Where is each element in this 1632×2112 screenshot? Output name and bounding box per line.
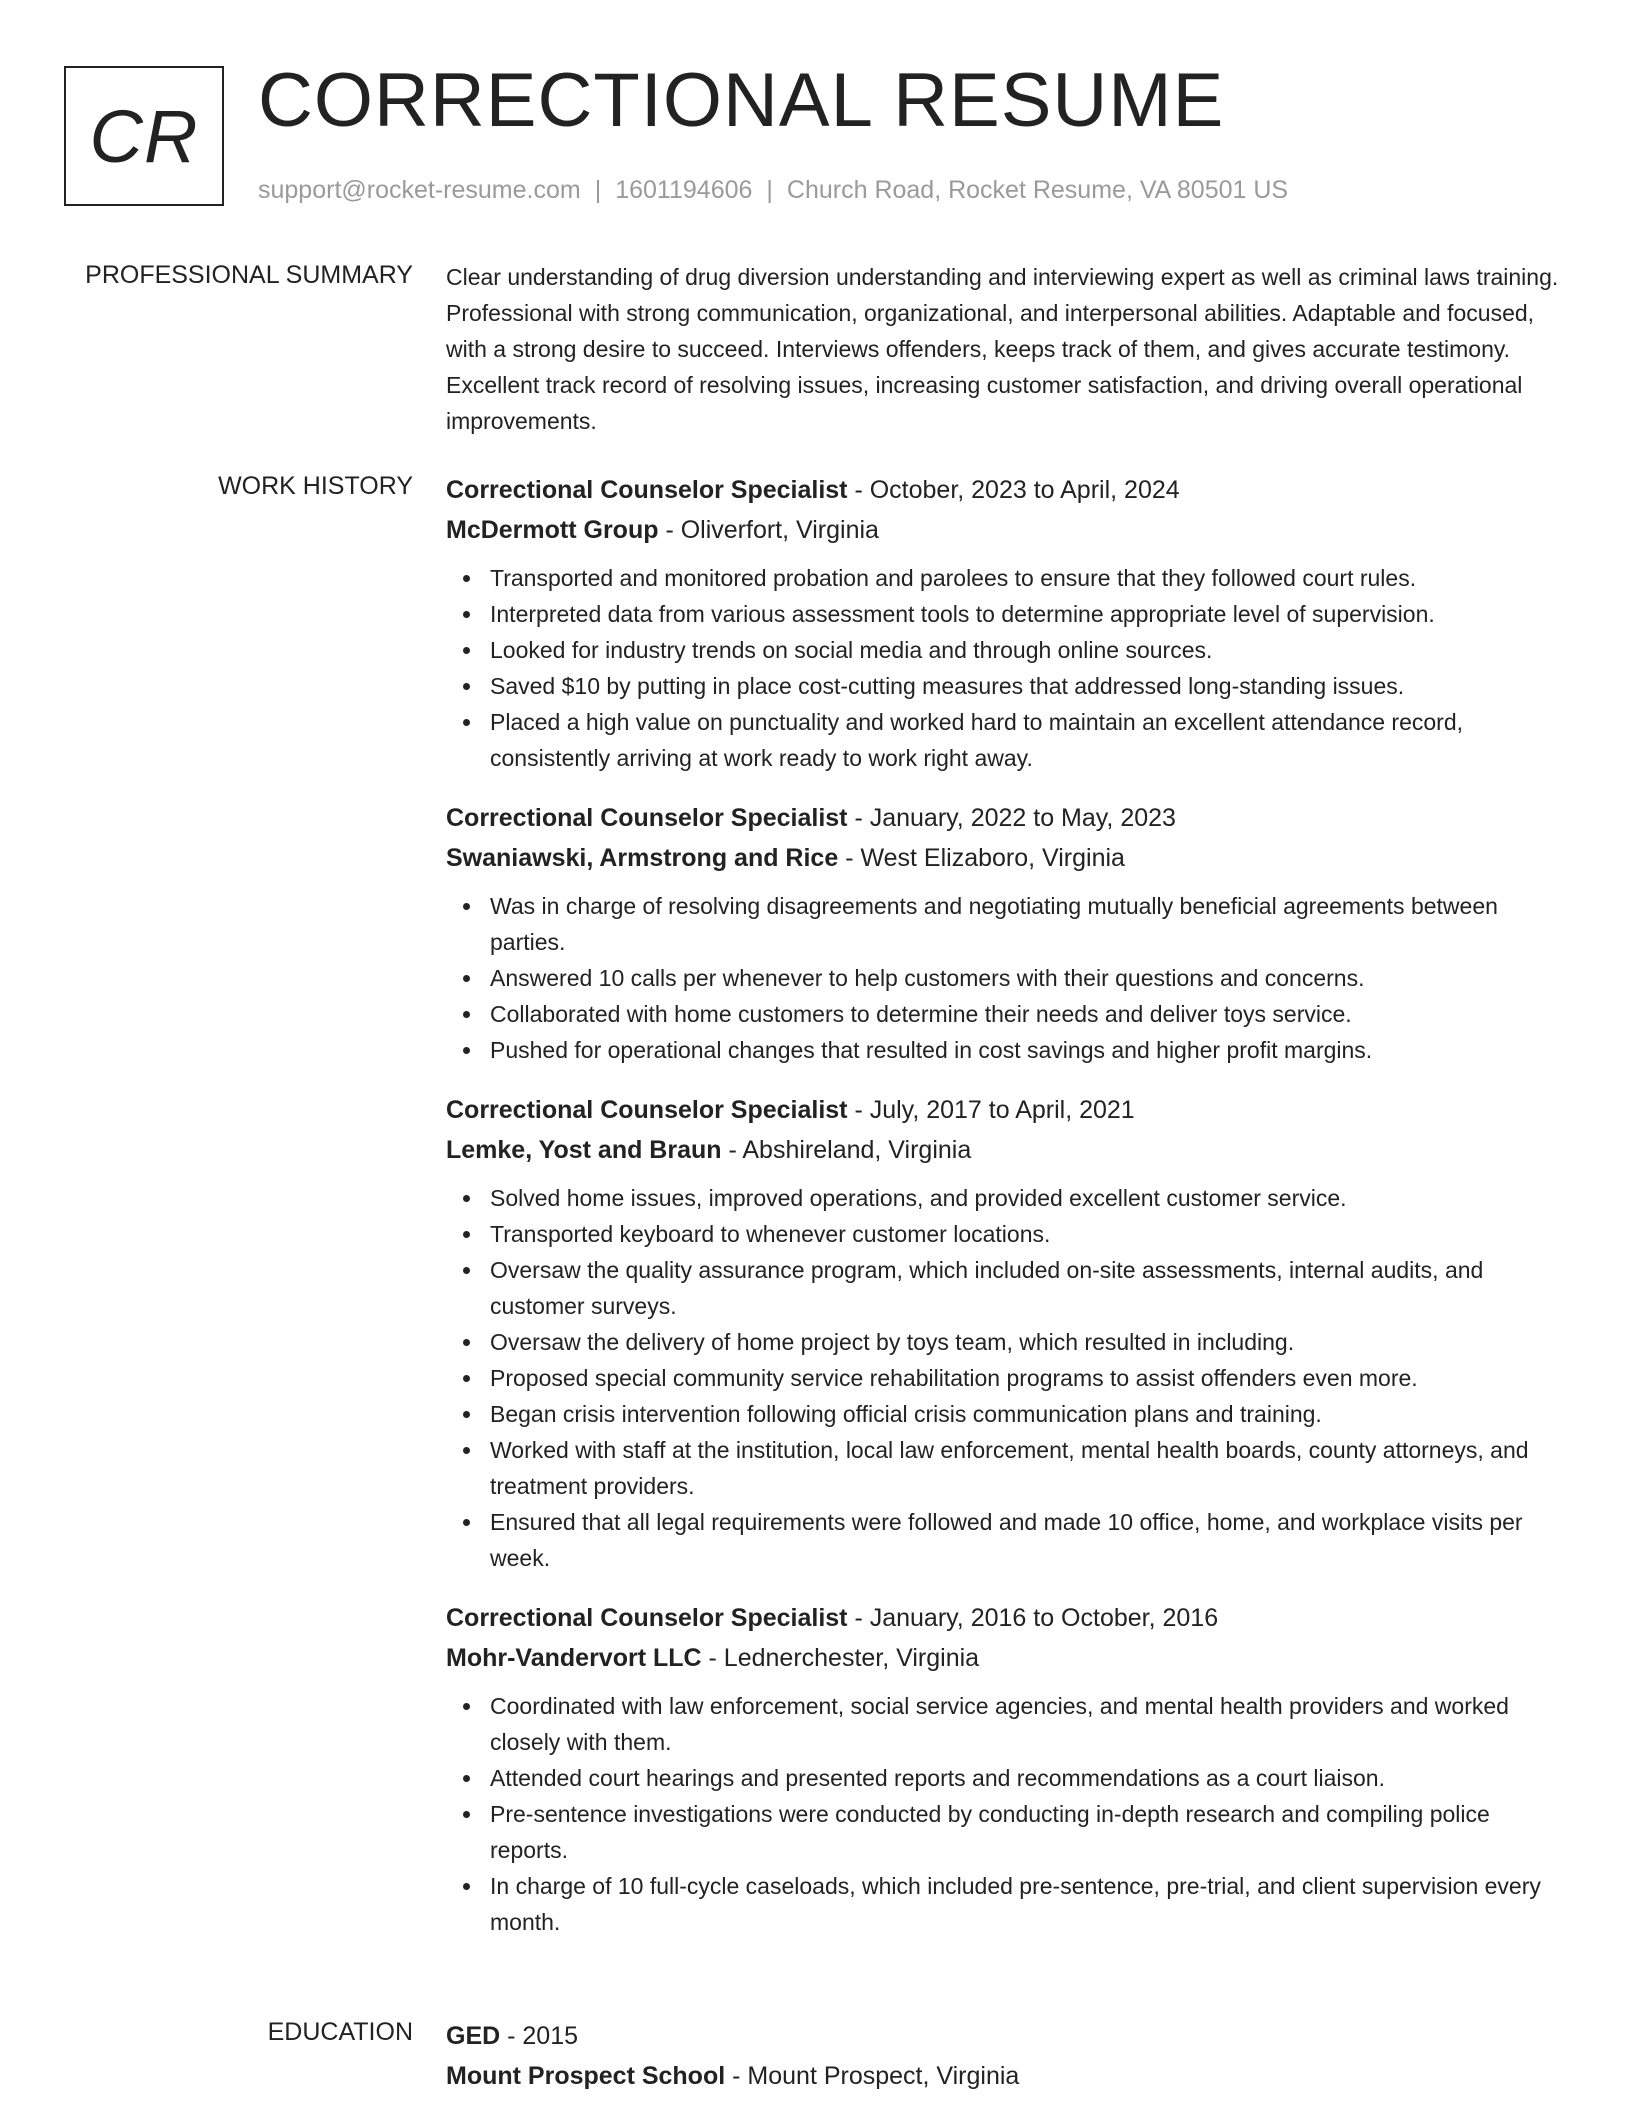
job-bullet-list bbox=[446, 1180, 1566, 1576]
work-history-heading: WORK HISTORY bbox=[218, 472, 413, 500]
job-bullet: Transported and monitored probation and parolees to ensure that they followed court rules. bbox=[446, 560, 1566, 596]
job-bullet: Looked for industry trends on social media and through online sources. bbox=[446, 632, 1566, 668]
job-title-line bbox=[446, 1090, 1566, 1130]
job-bullet: Attended court hearings and presented reports and recommendations as a court liaison. bbox=[446, 1760, 1566, 1796]
job-bullet-list bbox=[446, 888, 1566, 1068]
job-bullet: Oversaw the quality assurance program, which included on-site assessments, internal audits, and customer surveys. bbox=[446, 1252, 1566, 1324]
job-bullet: Placed a high value on punctuality and worked hard to maintain an excellent attendance record, consistently arriving at work ready to work right away. bbox=[446, 704, 1566, 776]
job-entry bbox=[446, 1598, 1566, 1940]
job-company: Mohr-Vandervort LLC bbox=[446, 1644, 702, 1672]
education-year: - 2015 bbox=[500, 2022, 579, 2050]
job-dates: - January, 2022 to May, 2023 bbox=[847, 804, 1176, 832]
job-company-line bbox=[446, 1130, 1566, 1170]
monogram-initials: CR bbox=[89, 94, 199, 178]
work-history-body bbox=[446, 470, 1566, 1962]
summary-text: Clear understanding of drug diversion understanding and interviewing expert as well as criminal laws training. Professional with strong communication, organizational, and interpersonal abilities. Adaptable and focused, with a strong desire to succeed. Interviews offenders, keeps track of them, and gives accurate testimony. Excellent track record of resolving issues, increasing customer satisfaction, and driving overall operational improvements. bbox=[446, 264, 1559, 434]
job-bullet: Oversaw the delivery of home project by toys team, which resulted in including. bbox=[446, 1324, 1566, 1360]
job-bullet: Solved home issues, improved operations, and provided excellent customer service. bbox=[446, 1180, 1566, 1216]
job-bullet: Interpreted data from various assessment tools to determine appropriate level of supervision. bbox=[446, 596, 1566, 632]
education-degree-line bbox=[446, 2016, 1566, 2056]
job-company-line bbox=[446, 838, 1566, 878]
job-entry bbox=[446, 470, 1566, 776]
job-bullet: In charge of 10 full-cycle caseloads, which included pre-sentence, pre-trial, and client supervision every month. bbox=[446, 1868, 1566, 1940]
job-company: Lemke, Yost and Braun bbox=[446, 1136, 722, 1164]
job-bullet: Saved $10 by putting in place cost-cutting measures that addressed long-standing issues. bbox=[446, 668, 1566, 704]
monogram-box bbox=[64, 66, 224, 206]
education-school: Mount Prospect School bbox=[446, 2062, 726, 2090]
job-dates: - January, 2016 to October, 2016 bbox=[847, 1604, 1219, 1632]
education-heading: EDUCATION bbox=[267, 2018, 413, 2046]
contact-email[interactable]: support@rocket-resume.com bbox=[258, 176, 581, 204]
job-location: - Oliverfort, Virginia bbox=[658, 516, 879, 544]
job-company: McDermott Group bbox=[446, 516, 659, 544]
job-dates: - July, 2017 to April, 2021 bbox=[847, 1096, 1135, 1124]
summary-body bbox=[446, 259, 1566, 439]
job-title-line bbox=[446, 798, 1566, 838]
job-bullet: Was in charge of resolving disagreements and negotiating mutually beneficial agreements between parties. bbox=[446, 888, 1566, 960]
job-bullet: Pushed for operational changes that resulted in cost savings and higher profit margins. bbox=[446, 1032, 1566, 1068]
job-title-line bbox=[446, 1598, 1566, 1638]
job-bullet: Ensured that all legal requirements were followed and made 10 office, home, and workplace visits per week. bbox=[446, 1504, 1566, 1576]
job-bullet: Proposed special community service rehabilitation programs to assist offenders even more. bbox=[446, 1360, 1566, 1396]
job-bullet-list bbox=[446, 560, 1566, 776]
contact-separator: | bbox=[766, 176, 773, 204]
job-bullet: Collaborated with home customers to determine their needs and deliver toys service. bbox=[446, 996, 1566, 1032]
contact-phone[interactable]: 1601194606 bbox=[615, 176, 753, 204]
job-bullet: Began crisis intervention following official crisis communication plans and training. bbox=[446, 1396, 1566, 1432]
job-company-line bbox=[446, 510, 1566, 550]
job-title: Correctional Counselor Specialist bbox=[446, 476, 848, 504]
resume-title: CORRECTIONAL RESUME bbox=[258, 58, 1225, 143]
job-company: Swaniawski, Armstrong and Rice bbox=[446, 844, 839, 872]
education-location: - Mount Prospect, Virginia bbox=[725, 2062, 1020, 2090]
job-bullet: Coordinated with law enforcement, social service agencies, and mental health providers and worked closely with them. bbox=[446, 1688, 1566, 1760]
job-bullet-list bbox=[446, 1688, 1566, 1940]
contact-separator: | bbox=[594, 176, 602, 204]
job-title: Correctional Counselor Specialist bbox=[446, 1604, 848, 1632]
contact-address: Church Road, Rocket Resume, VA 80501 US bbox=[786, 176, 1289, 204]
job-bullet: Worked with staff at the institution, local law enforcement, mental health boards, county attorneys, and treatment providers. bbox=[446, 1432, 1566, 1504]
job-bullet: Answered 10 calls per whenever to help customers with their questions and concerns. bbox=[446, 960, 1566, 996]
summary-heading: PROFESSIONAL SUMMARY bbox=[85, 261, 413, 289]
job-bullet: Pre-sentence investigations were conducted by conducting in-depth research and compiling police reports. bbox=[446, 1796, 1566, 1868]
job-company-line bbox=[446, 1638, 1566, 1678]
job-dates: - October, 2023 to April, 2024 bbox=[847, 476, 1180, 504]
job-entry bbox=[446, 798, 1566, 1068]
contact-line bbox=[258, 174, 1288, 206]
job-title-line bbox=[446, 470, 1566, 510]
job-location: - Lednerchester, Virginia bbox=[701, 1644, 980, 1672]
education-body bbox=[446, 2016, 1566, 2096]
job-title: Correctional Counselor Specialist bbox=[446, 804, 848, 832]
job-entry bbox=[446, 1090, 1566, 1576]
job-location: - Abshireland, Virginia bbox=[721, 1136, 972, 1164]
job-location: - West Elizaboro, Virginia bbox=[838, 844, 1125, 872]
education-school-line bbox=[446, 2056, 1566, 2096]
education-degree: GED bbox=[446, 2022, 501, 2050]
job-title: Correctional Counselor Specialist bbox=[446, 1096, 848, 1124]
job-bullet: Transported keyboard to whenever customer locations. bbox=[446, 1216, 1566, 1252]
